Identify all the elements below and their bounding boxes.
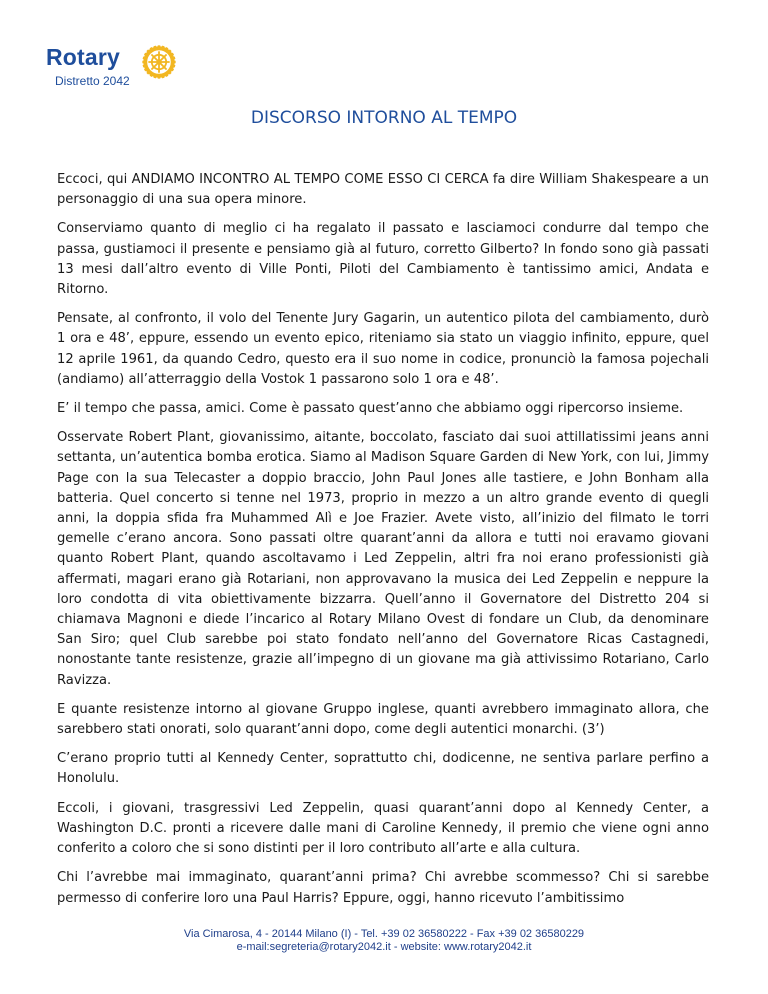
footer: [0, 928, 768, 954]
paragraph: E’ il tempo che passa, amici. Come è passato quest’anno che abbiamo oggi ripercorso insieme.: [57, 401, 684, 417]
paragraph: Chi l’avrebbe mai immaginato, quarant’anni prima? Chi avrebbe scommesso? Chi si sarebbe permesso di conferire loro una Paul Harris? Eppure, oggi, hanno ricevuto l’ambitissimo: [57, 870, 709, 906]
paragraph: Pensate, al confronto, il volo del Tenente Jury Gagarin, un autentico pilota del cambiamento, durò 1 ora e 48’, eppure, essendo un evento epico, riteniamo sia stato un viaggio infinito, eppure, quel 12 aprile 1961, da quando Cedro, questo era il suo nome in codice, pronunciò la famosa pojechali (andiamo) all’atterraggio della Vostok 1 passarono solo 1 ora e 48’.: [57, 311, 709, 387]
paragraph: Osservate Robert Plant, giovanissimo, aitante, boccolato, fasciato dai suoi attillatissimi jeans anni settanta, un’autentica bomba erotica. Siamo al Madison Square Garden di New York, con lui, Jimmy Page con la sua Telecaster a doppio braccio, John Paul Jones alle tastiere, e John Bonham alla batteria. Quel concerto si tenne nel 1973, proprio in mezzo a un altro grande evento di quegli anni, la doppia sfida fra Muhammed Alì e Joe Frazier. Avete visto, all’inizio del filmato le torri gemelle c’erano ancora. Sono passati oltre quarant’anni da allora e tutti noi eravamo giovani quanto Robert Plant, quando ascoltavamo i Led Zeppelin, altri fra noi erano professionisti già affermati, magari erano già Rotariani, non approvavano la musica dei Led Zeppelin e neppure la loro condotta di vita obiettivamente bizzarra. Quell’anno il Governatore del Distretto 204 si chiamava Magnoni e diede l’incarico al Rotary Milano Ovest di fondare un Club, da denominare San Siro; quel Club sarebbe poi stato fondato nell’anno del Governatore Ricas Castagnedi, nonostante tante resistenze, grazie all’impegno di un giovane ma già attivissimo Rotariano, Carlo Ravizza.: [57, 430, 709, 688]
paragraph: Eccoli, i giovani, trasgressivi Led Zeppelin, quasi quarant’anni dopo al Kennedy Center, a Washington D.C. pronti a ricevere dalle mani di Caroline Kennedy, il premio che viene ogni anno conferito a coloro che si sono distinti per il loro contributo all’arte e alla cultura.: [57, 800, 709, 857]
brand-name: Rotary: [46, 44, 121, 70]
paragraph: Conserviamo quanto di meglio ci ha regalato il passato e lasciamoci condurre dal tempo che passa, gustiamoci il presente e pensiamo già al futuro, corretto Gilberto? In fondo sono già passati 13 mesi dall’altro evento di Ville Ponti, Piloti del Cambiamento è tantissimo amici, Andata e Ritorno.: [57, 221, 709, 298]
paragraph: E quante resistenze intorno al giovane Gruppo inglese, quanti avrebbero immaginato allora, che sarebbero stati onorati, solo quarant’anni dopo, come degli autentici monarchi. (3’): [57, 701, 709, 738]
district-name: Distretto 2042: [55, 74, 130, 88]
paragraph: C’erano proprio tutti al Kennedy Center, soprattutto chi, dodicenne, ne sentiva parlare perfino a Honolulu.: [57, 751, 709, 787]
paragraph: Eccoci, qui ANDIAMO INCONTRO AL TEMPO COME ESSO CI CERCA fa dire William Shakespeare a un personaggio di una sua opera minore.: [57, 172, 709, 208]
document-body: [57, 170, 709, 918]
rotary-wheel-icon: [141, 44, 177, 80]
footer-contacts: e-mail:segreteria@rotary2042.it - website: www.rotary2042.it: [236, 941, 532, 953]
document-title: DISCORSO INTORNO AL TEMPO: [250, 108, 518, 128]
footer-address: Via Cimarosa, 4 - 20144 Milano (I) - Tel. +39 02 36580222 - Fax +39 02 36580229: [183, 928, 585, 940]
